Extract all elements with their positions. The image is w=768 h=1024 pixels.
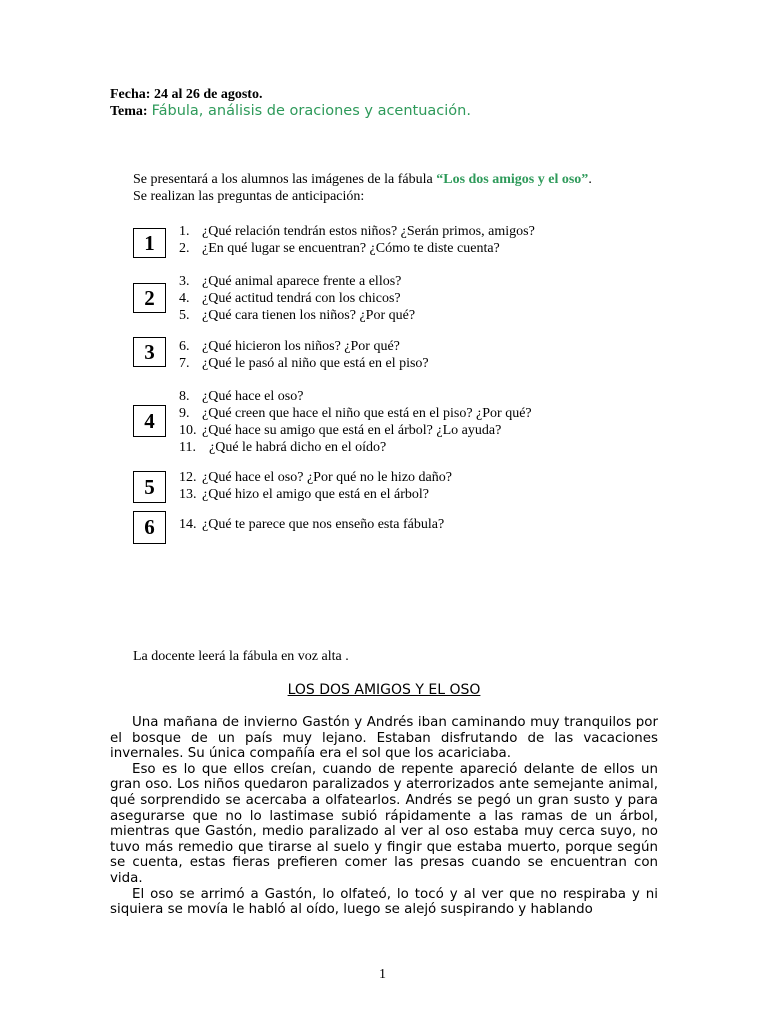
question-item: 11. ¿Qué le habrá dicho en el oído? bbox=[179, 440, 387, 455]
number-box: 4 bbox=[133, 405, 166, 437]
number-box: 2 bbox=[133, 283, 166, 313]
question-item: 13. ¿Qué hizo el amigo que está en el árbol? bbox=[179, 487, 430, 502]
fable-paragraph: Una mañana de invierno Gastón y Andrés iban caminando muy tranquilos por el bosque de un país muy lejano. Estaban disfrutando de las vacaciones invernales. Su única compañía era el sol que los acariciaba. bbox=[110, 715, 658, 762]
number-box: 6 bbox=[133, 511, 166, 544]
fable-paragraph: El oso se arrimó a Gastón, lo olfateó, lo tocó y al ver que no respiraba y ni siquiera se movía le habló al oído, luego se alejó suspirando y hablando bbox=[110, 886, 658, 918]
topic-line bbox=[110, 102, 471, 120]
intro-line-1: Se presentará a los alumnos las imágenes de la fábula “Los dos amigos y el oso”. bbox=[133, 172, 592, 187]
reading-line: La docente leerá la fábula en voz alta . bbox=[133, 649, 349, 664]
date-label: Fecha: bbox=[110, 87, 151, 102]
question-item: 14. ¿Qué te parece que nos enseño esta fábula? bbox=[179, 517, 445, 532]
question-item: 10. ¿Qué hace su amigo que está en el árbol? ¿Lo ayuda? bbox=[179, 423, 502, 438]
topic-value: Fábula, análisis de oraciones y acentuación. bbox=[151, 103, 471, 119]
question-item: 7. ¿Qué le pasó al niño que está en el piso? bbox=[179, 356, 429, 371]
date-value: 24 al 26 de agosto. bbox=[153, 87, 263, 102]
question-item: 6. ¿Qué hicieron los niños? ¿Por qué? bbox=[179, 339, 400, 354]
question-item: 8. ¿Qué hace el oso? bbox=[179, 389, 304, 404]
date-line bbox=[110, 86, 262, 103]
question-item: 12. ¿Qué hace el oso? ¿Por qué no le hizo daño? bbox=[179, 470, 452, 485]
question-item: 5. ¿Qué cara tienen los niños? ¿Por qué? bbox=[179, 308, 416, 323]
number-box: 5 bbox=[133, 471, 166, 503]
question-item: 1. ¿Qué relación tendrán estos niños? ¿Serán primos, amigos? bbox=[179, 224, 535, 239]
fable-text bbox=[110, 715, 658, 918]
question-item: 2. ¿En qué lugar se encuentran? ¿Cómo te diste cuenta? bbox=[179, 241, 500, 256]
question-item: 9. ¿Qué creen que hace el niño que está en el piso? ¿Por qué? bbox=[179, 406, 532, 421]
fable-title-highlight: “Los dos amigos y el oso” bbox=[436, 172, 589, 187]
question-item: 3. ¿Qué animal aparece frente a ellos? bbox=[179, 274, 402, 289]
fable-title: LOS DOS AMIGOS Y EL OSO bbox=[287, 682, 481, 698]
topic-label: Tema: bbox=[110, 104, 148, 119]
number-box: 1 bbox=[133, 228, 166, 258]
question-item: 4. ¿Qué actitud tendrá con los chicos? bbox=[179, 291, 401, 306]
number-box: 3 bbox=[133, 337, 166, 367]
fable-paragraph: Eso es lo que ellos creían, cuando de repente apareció delante de ellos un gran oso. Los niños quedaron paralizados y aterrorizados ante semejante animal, qué sorprendido se acercaba a olfatearlos. Andrés se pegó un gran susto y para asegurarse que no lo lastimase subió rápidamente a las ramas de un árbol, mientras que Gastón, medio paralizado al ver al oso estaba muy cerca suyo, no tuvo más remedio que tirarse al suelo y fingir que estaba muerto, porque según se cuenta, estas fieras prefieren comer las presas cuando se encuentran con vida. bbox=[110, 761, 658, 886]
intro-line-2: Se realizan las preguntas de anticipación: bbox=[133, 189, 365, 204]
page-number: 1 bbox=[379, 967, 386, 982]
